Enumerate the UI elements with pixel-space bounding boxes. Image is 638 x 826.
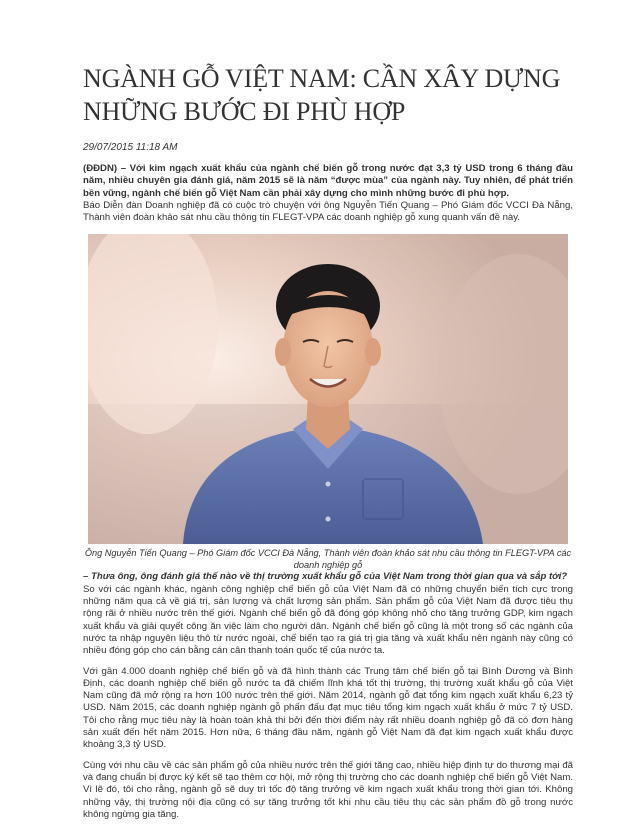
article-title: NGÀNH GỖ VIỆT NAM: CẦN XÂY DỰNG NHỮNG BƯỚC ĐI PHÙ HỢP (83, 64, 561, 126)
article-date: 29/07/2015 11:18 AM (83, 142, 178, 153)
article-intro: Báo Diễn đàn Doanh nghiệp đã có cuộc trò chuyện với ông Nguyễn Tiến Quang – Phó Giám đốc VCCI Đà Nẵng, Thành viên đoàn khảo sát nhu cầu thông tin FLEGT-VPA các doanh nghiệp gỗ xung quanh vấn đề này. (83, 199, 573, 224)
answer-paragraph-1: So với các ngành khác, ngành công nghiệp chế biến gỗ của Việt Nam đã có những chuyển biến tích cực trong những năm qua cả về giá trị, sản lượng và chất lượng sản phẩm. Sản phẩm gỗ của Việt Nam đã được tiêu thụ rộng rãi ở nhiều nước trên thế giới. Ngành chế biến gỗ đã đóng góp không nhỏ cho tăng trưởng GDP, kim ngạch xuất khẩu và giải quyết công ăn việc làm cho người dân. Ngành chế biến gỗ cũng là một trong số các ngành của nước ta nhập nguyên liệu thô từ nước ngoài, chế biến tạo ra giá trị gia tăng và xuất khẩu nên ngành này cũng có nhiều đóng góp cho cán bằng cán cân thanh toán quốc tế của nước ta. (83, 583, 573, 657)
answer-paragraph-3: Cùng với nhu cầu về các sản phẩm gỗ của nhiều nước trên thế giới tăng cao, nhiều hiệp định tự do thương mại đã và đang chuẩn bị được ký kết sẽ tạo thêm cơ hội, mở rộng thị trường cho các doanh nghiệp chế biến gỗ Việt Nam. Vì lẽ đó, tôi cho rằng, ngành gỗ sẽ duy trì tốc độ tăng trưởng về kim ngạch xuất khẩu trong thời gian tới. Không những vậy, thị trường nội địa cũng có sự tăng trưởng tốt khi nhu cầu tiêu thụ các sản phẩm đồ gỗ trong nước không ngừng gia tăng. (83, 759, 573, 820)
article (83, 62, 573, 821)
photo-caption: Ông Nguyễn Tiến Quang – Phó Giám đốc VCCI Đà Nẵng, Thành viên đoàn khảo sát nhu cầu thông tin FLEGT-VPA các doanh nghiệp gỗ (84, 548, 572, 571)
portrait-illustration (88, 234, 568, 544)
portrait-photo (88, 234, 568, 544)
article-lead: (ĐĐDN) – Với kim ngạch xuất khẩu của ngành chế biến gỗ trong nước đạt 3,3 tỷ USD trong 6 tháng đầu năm, nhiều chuyên gia đánh giá, năm 2015 sẽ là năm “được mùa” của ngành này. Tuy nhiên, để phát triển bền vững, ngành chế biến gỗ Việt Nam cần phải xây dựng cho mình những bước đi phù hợp. (83, 163, 573, 199)
answer-paragraph-2: Với gần 4.000 doanh nghiệp chế biến gỗ và đã hình thành các Trung tâm chế biến gỗ tại Bình Dương và Bình Định, các doanh nghiệp chế biến gỗ nước ta đã chiếm lĩnh khá tốt thị trường, thị trường xuất khẩu gỗ của Việt Nam cũng đã mở rộng ra hơn 100 nước trên thế giới. Năm 2014, ngành gỗ đạt tổng kim ngạch xuất khẩu 6,23 tỷ USD. Năm 2015, các doanh nghiệp ngành gỗ phấn đấu đạt mục tiêu tổng kim ngạch xuất khẩu ở mức 7 tỷ USD. Tôi cho rằng mục tiêu này là hoàn toàn khả thi bởi đến thời điểm này rất nhiều doanh nghiệp gỗ đã có đơn hàng sản xuất đến hết năm 2015. Hơn nữa, 6 tháng đầu năm, ngành gỗ Việt Nam đã đạt kim ngạch xuất khẩu được khoảng 3,3 tỷ USD. (83, 665, 573, 751)
interview-question: – Thưa ông, ông đánh giá thế nào về thị trường xuất khẩu gỗ của Việt Nam trong thời gian qua và sắp tới? (83, 571, 568, 583)
